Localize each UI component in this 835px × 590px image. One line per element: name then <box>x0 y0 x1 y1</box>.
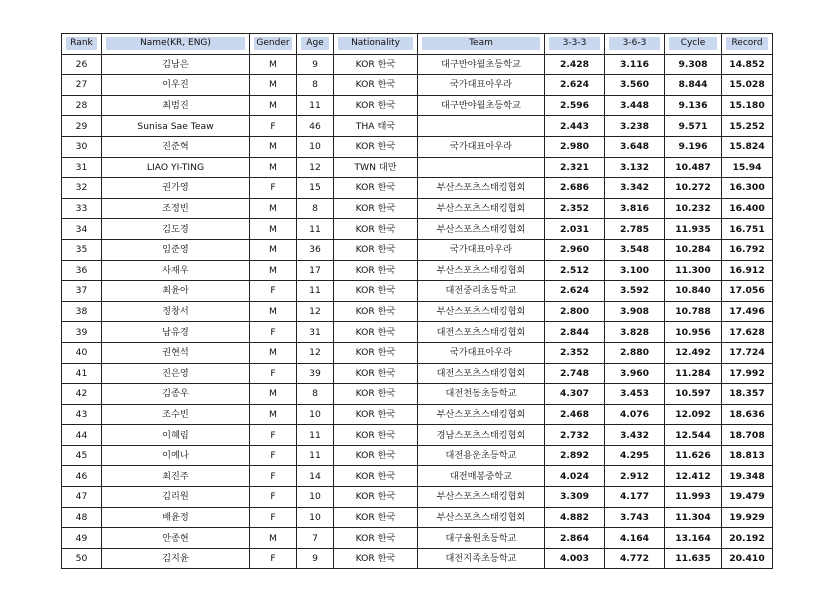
team-cell <box>418 157 545 178</box>
gender-cell: F <box>250 425 297 446</box>
table-row <box>62 363 773 384</box>
team-cell: 부산스포츠스태킹협회 <box>418 487 545 508</box>
results-body <box>62 54 773 569</box>
team-cell: 부산스포츠스태킹협회 <box>418 404 545 425</box>
363-time-cell: 3.132 <box>605 157 665 178</box>
333-time-cell: 2.624 <box>545 75 605 96</box>
table-row <box>62 157 773 178</box>
record-cell: 16.792 <box>722 239 773 260</box>
gender-cell: M <box>250 198 297 219</box>
header-row <box>62 34 773 55</box>
rank-cell: 29 <box>62 116 102 137</box>
363-time-cell: 3.743 <box>605 507 665 528</box>
cycle-time-cell: 10.840 <box>665 281 722 302</box>
333-time-cell: 2.443 <box>545 116 605 137</box>
record-cell: 19.348 <box>722 466 773 487</box>
name-cell: 조수빈 <box>102 404 250 425</box>
333-time-cell: 2.321 <box>545 157 605 178</box>
363-time-cell: 3.100 <box>605 260 665 281</box>
cycle-time-cell: 10.232 <box>665 198 722 219</box>
rank-cell: 47 <box>62 487 102 508</box>
nationality-cell: KOR 한국 <box>334 466 418 487</box>
nationality-cell: KOR 한국 <box>334 363 418 384</box>
cycle-time-cell: 11.284 <box>665 363 722 384</box>
gender-header: Gender <box>250 34 297 55</box>
nationality-cell: KOR 한국 <box>334 404 418 425</box>
cycle-time-cell: 10.956 <box>665 322 722 343</box>
gender-cell: M <box>250 404 297 425</box>
record-cell: 14.852 <box>722 54 773 75</box>
age-cell: 10 <box>297 487 334 508</box>
name-cell: 임준영 <box>102 239 250 260</box>
age-cell: 15 <box>297 178 334 199</box>
table-row <box>62 322 773 343</box>
gender-cell: M <box>250 260 297 281</box>
name-cell: 김종우 <box>102 384 250 405</box>
team-cell: 대전매봉중학교 <box>418 466 545 487</box>
363-time-cell: 3.448 <box>605 95 665 116</box>
team-cell: 대전천동초등학교 <box>418 384 545 405</box>
team-cell: 부산스포츠스태킹협회 <box>418 198 545 219</box>
363-time-cell: 2.880 <box>605 342 665 363</box>
table-row <box>62 95 773 116</box>
gender-cell: F <box>250 363 297 384</box>
cycle-time-cell: 11.300 <box>665 260 722 281</box>
333-time-cell: 2.800 <box>545 301 605 322</box>
363-time-cell: 4.295 <box>605 445 665 466</box>
age-cell: 10 <box>297 404 334 425</box>
record-cell: 15.028 <box>722 75 773 96</box>
333-time-cell: 3.309 <box>545 487 605 508</box>
age-cell: 8 <box>297 198 334 219</box>
rank-cell: 40 <box>62 342 102 363</box>
age-cell: 7 <box>297 528 334 549</box>
333-time-cell: 2.031 <box>545 219 605 240</box>
cycle-time-cell: 9.571 <box>665 116 722 137</box>
333-time-cell: 4.307 <box>545 384 605 405</box>
nationality-cell: KOR 한국 <box>334 239 418 260</box>
gender-cell: M <box>250 136 297 157</box>
gender-cell: M <box>250 157 297 178</box>
nationality-cell: KOR 한국 <box>334 507 418 528</box>
record-cell: 17.724 <box>722 342 773 363</box>
team-header: Team <box>418 34 545 55</box>
team-cell: 대전스포츠스태킹협회 <box>418 322 545 343</box>
333-time-cell: 2.748 <box>545 363 605 384</box>
cycle-time-cell: 11.626 <box>665 445 722 466</box>
table-row <box>62 466 773 487</box>
gender-cell: M <box>250 342 297 363</box>
rank-cell: 42 <box>62 384 102 405</box>
nationality-cell: KOR 한국 <box>334 219 418 240</box>
nationality-cell: KOR 한국 <box>334 54 418 75</box>
table-row <box>62 198 773 219</box>
363-time-cell: 4.164 <box>605 528 665 549</box>
record-cell: 20.192 <box>722 528 773 549</box>
nationality-cell: KOR 한국 <box>334 281 418 302</box>
name-cell: 권현석 <box>102 342 250 363</box>
363-time-cell: 3.342 <box>605 178 665 199</box>
name-cell: 남유경 <box>102 322 250 343</box>
name-cell: 이우진 <box>102 75 250 96</box>
gender-cell: M <box>250 219 297 240</box>
name-cell: 사재우 <box>102 260 250 281</box>
team-cell <box>418 116 545 137</box>
nationality-cell: KOR 한국 <box>334 528 418 549</box>
rank-cell: 34 <box>62 219 102 240</box>
333-time-cell: 2.960 <box>545 239 605 260</box>
nationality-cell: KOR 한국 <box>334 301 418 322</box>
333-time-cell: 2.686 <box>545 178 605 199</box>
record-cell: 19.929 <box>722 507 773 528</box>
nationality-cell: KOR 한국 <box>334 198 418 219</box>
record-cell: 20.410 <box>722 548 773 569</box>
cycle-time-cell: 10.272 <box>665 178 722 199</box>
363-time-cell: 3.432 <box>605 425 665 446</box>
nationality-cell: KOR 한국 <box>334 548 418 569</box>
team-cell: 대전스포츠스태킹협회 <box>418 363 545 384</box>
rank-cell: 50 <box>62 548 102 569</box>
age-cell: 36 <box>297 239 334 260</box>
age-cell: 11 <box>297 281 334 302</box>
363-time-cell: 2.912 <box>605 466 665 487</box>
record-cell: 16.751 <box>722 219 773 240</box>
name-cell: LIAO YI-TING <box>102 157 250 178</box>
age-cell: 46 <box>297 116 334 137</box>
record-cell: 18.813 <box>722 445 773 466</box>
age-cell: 11 <box>297 445 334 466</box>
record-cell: 16.300 <box>722 178 773 199</box>
rank-cell: 28 <box>62 95 102 116</box>
name-cell: 안종현 <box>102 528 250 549</box>
team-cell: 부산스포츠스태킹협회 <box>418 260 545 281</box>
333-time-cell: 4.024 <box>545 466 605 487</box>
table-row <box>62 75 773 96</box>
team-cell: 부산스포츠스태킹협회 <box>418 301 545 322</box>
333-time-cell: 4.882 <box>545 507 605 528</box>
name-cell: 이혜림 <box>102 425 250 446</box>
team-cell: 국가대표아우라 <box>418 342 545 363</box>
gender-cell: F <box>250 466 297 487</box>
age-cell: 12 <box>297 157 334 178</box>
nationality-header: Nationality <box>334 34 418 55</box>
rank-cell: 44 <box>62 425 102 446</box>
name-cell: 최윤아 <box>102 281 250 302</box>
name-cell: 김도경 <box>102 219 250 240</box>
name-cell: 진준혁 <box>102 136 250 157</box>
gender-cell: F <box>250 322 297 343</box>
team-cell: 국가대표아우라 <box>418 75 545 96</box>
age-cell: 31 <box>297 322 334 343</box>
name-header: Name(KR, ENG) <box>102 34 250 55</box>
table-row <box>62 281 773 302</box>
team-cell: 대구반야월초등학교 <box>418 54 545 75</box>
name-cell: 최진주 <box>102 466 250 487</box>
team-cell: 경남스포츠스태킹협회 <box>418 425 545 446</box>
gender-cell: M <box>250 239 297 260</box>
gender-cell: M <box>250 301 297 322</box>
333-time-cell: 2.352 <box>545 198 605 219</box>
cycle-time-cell: 10.284 <box>665 239 722 260</box>
table-row <box>62 178 773 199</box>
record-cell: 17.056 <box>722 281 773 302</box>
name-cell: 김지윤 <box>102 548 250 569</box>
team-cell: 대전지족초등학교 <box>418 548 545 569</box>
table-row <box>62 136 773 157</box>
nationality-cell: KOR 한국 <box>334 425 418 446</box>
record-cell: 15.180 <box>722 95 773 116</box>
table-row <box>62 404 773 425</box>
gender-cell: F <box>250 445 297 466</box>
age-cell: 14 <box>297 466 334 487</box>
age-cell: 10 <box>297 507 334 528</box>
gender-cell: M <box>250 75 297 96</box>
team-cell: 부산스포츠스태킹협회 <box>418 219 545 240</box>
333-time-cell: 2.892 <box>545 445 605 466</box>
nationality-cell: KOR 한국 <box>334 75 418 96</box>
363-time-cell: 3.453 <box>605 384 665 405</box>
363-time-cell: 3.560 <box>605 75 665 96</box>
333-time-cell: 2.468 <box>545 404 605 425</box>
age-cell: 11 <box>297 425 334 446</box>
record-cell: 17.496 <box>722 301 773 322</box>
rank-cell: 33 <box>62 198 102 219</box>
age-cell: 10 <box>297 136 334 157</box>
record-cell: 18.357 <box>722 384 773 405</box>
gender-cell: F <box>250 507 297 528</box>
nationality-cell: KOR 한국 <box>334 178 418 199</box>
363-time-cell: 4.076 <box>605 404 665 425</box>
rank-cell: 38 <box>62 301 102 322</box>
363-time-cell: 3.592 <box>605 281 665 302</box>
nationality-cell: KOR 한국 <box>334 136 418 157</box>
rank-cell: 31 <box>62 157 102 178</box>
363-time-cell: 2.785 <box>605 219 665 240</box>
363-time-cell: 3.648 <box>605 136 665 157</box>
cycle-time-cell: 12.412 <box>665 466 722 487</box>
table-row <box>62 425 773 446</box>
name-cell: 조정빈 <box>102 198 250 219</box>
table-row <box>62 384 773 405</box>
table-row <box>62 54 773 75</box>
record-cell: 18.636 <box>722 404 773 425</box>
nationality-cell: KOR 한국 <box>334 487 418 508</box>
363-time-cell: 3.238 <box>605 116 665 137</box>
cycle-time-cell: 9.196 <box>665 136 722 157</box>
rank-header: Rank <box>62 34 102 55</box>
333-time-cell: 2.428 <box>545 54 605 75</box>
record-cell: 19.479 <box>722 487 773 508</box>
results-table <box>61 33 773 569</box>
rank-cell: 49 <box>62 528 102 549</box>
record-cell: 17.992 <box>722 363 773 384</box>
age-cell: 9 <box>297 54 334 75</box>
team-cell: 국가대표아우라 <box>418 239 545 260</box>
333-time-cell: 2.596 <box>545 95 605 116</box>
gender-cell: M <box>250 95 297 116</box>
333-time-cell: 2.864 <box>545 528 605 549</box>
rank-cell: 39 <box>62 322 102 343</box>
table-row <box>62 116 773 137</box>
363-time-cell: 3.548 <box>605 239 665 260</box>
rank-cell: 43 <box>62 404 102 425</box>
table-row <box>62 445 773 466</box>
name-cell: 배윤정 <box>102 507 250 528</box>
name-cell: 정창서 <box>102 301 250 322</box>
cycle-header: Cycle <box>665 34 722 55</box>
333-header: 3-3-3 <box>545 34 605 55</box>
gender-cell: M <box>250 384 297 405</box>
team-cell: 대전용운초등학교 <box>418 445 545 466</box>
team-cell: 부산스포츠스태킹협회 <box>418 178 545 199</box>
rank-cell: 35 <box>62 239 102 260</box>
age-header: Age <box>297 34 334 55</box>
363-time-cell: 4.177 <box>605 487 665 508</box>
333-time-cell: 2.980 <box>545 136 605 157</box>
nationality-cell: KOR 한국 <box>334 322 418 343</box>
name-cell: 최범진 <box>102 95 250 116</box>
rank-cell: 41 <box>62 363 102 384</box>
team-cell: 부산스포츠스태킹협회 <box>418 507 545 528</box>
gender-cell: F <box>250 487 297 508</box>
age-cell: 9 <box>297 548 334 569</box>
gender-cell: F <box>250 178 297 199</box>
rank-cell: 26 <box>62 54 102 75</box>
333-time-cell: 2.352 <box>545 342 605 363</box>
363-time-cell: 3.828 <box>605 322 665 343</box>
333-time-cell: 2.732 <box>545 425 605 446</box>
rank-cell: 48 <box>62 507 102 528</box>
gender-cell: F <box>250 548 297 569</box>
363-time-cell: 3.960 <box>605 363 665 384</box>
nationality-cell: KOR 한국 <box>334 342 418 363</box>
333-time-cell: 4.003 <box>545 548 605 569</box>
rank-cell: 46 <box>62 466 102 487</box>
cycle-time-cell: 11.935 <box>665 219 722 240</box>
age-cell: 12 <box>297 301 334 322</box>
team-cell: 대전중리초등학교 <box>418 281 545 302</box>
name-cell: 권가영 <box>102 178 250 199</box>
cycle-time-cell: 11.304 <box>665 507 722 528</box>
name-cell: Sunisa Sae Teaw <box>102 116 250 137</box>
gender-cell: M <box>250 54 297 75</box>
table-row <box>62 239 773 260</box>
cycle-time-cell: 12.492 <box>665 342 722 363</box>
rank-cell: 30 <box>62 136 102 157</box>
age-cell: 8 <box>297 384 334 405</box>
cycle-time-cell: 10.597 <box>665 384 722 405</box>
record-cell: 16.912 <box>722 260 773 281</box>
rank-cell: 37 <box>62 281 102 302</box>
333-time-cell: 2.844 <box>545 322 605 343</box>
cycle-time-cell: 11.635 <box>665 548 722 569</box>
cycle-time-cell: 10.788 <box>665 301 722 322</box>
record-cell: 16.400 <box>722 198 773 219</box>
rank-cell: 36 <box>62 260 102 281</box>
age-cell: 39 <box>297 363 334 384</box>
name-cell: 김남은 <box>102 54 250 75</box>
age-cell: 11 <box>297 219 334 240</box>
363-time-cell: 3.816 <box>605 198 665 219</box>
record-cell: 15.824 <box>722 136 773 157</box>
record-cell: 15.252 <box>722 116 773 137</box>
name-cell: 진은영 <box>102 363 250 384</box>
rank-cell: 32 <box>62 178 102 199</box>
cycle-time-cell: 10.487 <box>665 157 722 178</box>
363-header: 3-6-3 <box>605 34 665 55</box>
cycle-time-cell: 9.136 <box>665 95 722 116</box>
table-row <box>62 219 773 240</box>
333-time-cell: 2.512 <box>545 260 605 281</box>
age-cell: 11 <box>297 95 334 116</box>
nationality-cell: KOR 한국 <box>334 260 418 281</box>
table-row <box>62 507 773 528</box>
team-cell: 대구반야월초등학교 <box>418 95 545 116</box>
table-row <box>62 301 773 322</box>
record-cell: 17.628 <box>722 322 773 343</box>
nationality-cell: THA 태국 <box>334 116 418 137</box>
363-time-cell: 3.908 <box>605 301 665 322</box>
363-time-cell: 4.772 <box>605 548 665 569</box>
record-cell: 18.708 <box>722 425 773 446</box>
name-cell: 김리원 <box>102 487 250 508</box>
nationality-cell: KOR 한국 <box>334 95 418 116</box>
record-header: Record <box>722 34 773 55</box>
gender-cell: F <box>250 281 297 302</box>
team-cell: 국가대표아우라 <box>418 136 545 157</box>
cycle-time-cell: 12.092 <box>665 404 722 425</box>
333-time-cell: 2.624 <box>545 281 605 302</box>
nationality-cell: TWN 대만 <box>334 157 418 178</box>
record-cell: 15.94 <box>722 157 773 178</box>
table-row <box>62 528 773 549</box>
cycle-time-cell: 13.164 <box>665 528 722 549</box>
table-row <box>62 260 773 281</box>
team-cell: 대구율원초등학교 <box>418 528 545 549</box>
age-cell: 12 <box>297 342 334 363</box>
table-row <box>62 342 773 363</box>
rank-cell: 45 <box>62 445 102 466</box>
cycle-time-cell: 11.993 <box>665 487 722 508</box>
nationality-cell: KOR 한국 <box>334 384 418 405</box>
table-row <box>62 487 773 508</box>
cycle-time-cell: 9.308 <box>665 54 722 75</box>
cycle-time-cell: 8.844 <box>665 75 722 96</box>
363-time-cell: 3.116 <box>605 54 665 75</box>
table-row <box>62 548 773 569</box>
gender-cell: M <box>250 528 297 549</box>
cycle-time-cell: 12.544 <box>665 425 722 446</box>
rank-cell: 27 <box>62 75 102 96</box>
age-cell: 8 <box>297 75 334 96</box>
age-cell: 17 <box>297 260 334 281</box>
gender-cell: F <box>250 116 297 137</box>
nationality-cell: KOR 한국 <box>334 445 418 466</box>
name-cell: 이예나 <box>102 445 250 466</box>
